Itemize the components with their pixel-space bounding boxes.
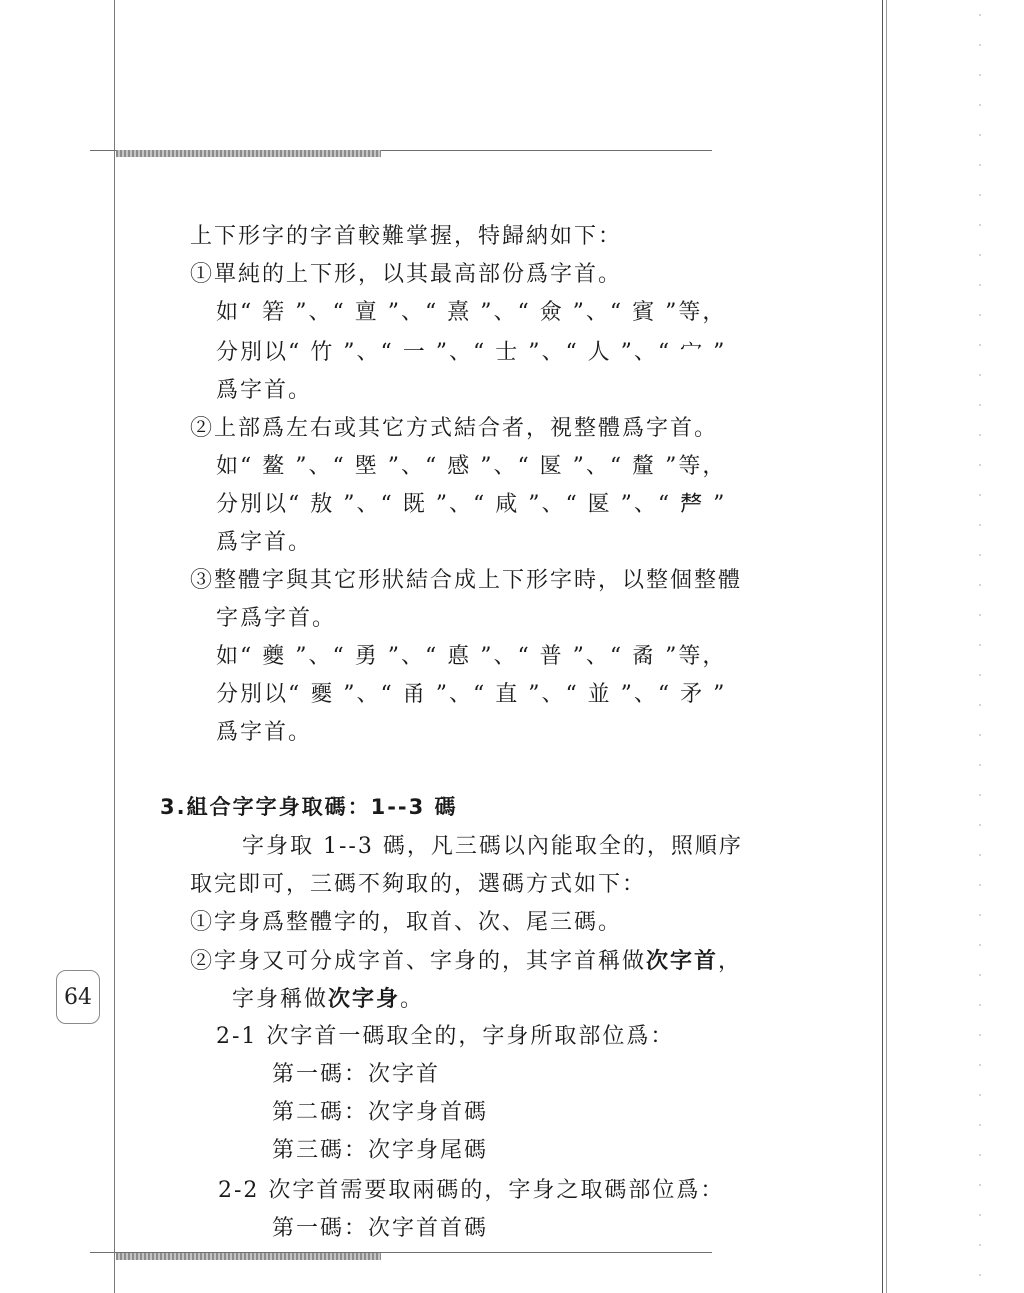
item2-line1 [190,946,742,977]
header-bar [116,150,381,157]
item1: ①字身爲整體字的，取首、次、尾三碼。 [190,910,623,935]
rule3-line: 如“ 夔 ”、“ 勇 ”、“ 悳 ”、“ 普 ”、“ 矞 ”等， [216,644,727,669]
footer-bar [116,1253,381,1260]
code-line: 第一碼：次字首 [272,1062,441,1087]
right-margin-rule [882,0,883,1293]
intro-text: 上下形字的字首較難掌握，特歸納如下： [190,224,623,249]
item2-text: ②字身又可分成字首、字身的，其字首稱做 [190,949,647,974]
section-paragraph-cont: 取完即可，三碼不夠取的，選碼方式如下： [190,872,647,897]
item2-text: 字身稱做 [232,987,329,1012]
term-sub-head: 次字首 [646,948,719,974]
subsection-2-1-title: 2-1 次字首一碼取全的，字身所取部位爲： [216,1024,675,1049]
rule2-line: 分別以“ 敖 ”、“ 既 ”、“ 咸 ”、“ 匽 ”、“ 𠩺 ” [216,492,727,517]
rule3-line: 爲字首。 [216,720,313,745]
scan-edge-dots [960,0,1000,1293]
subsection-2-2-title: 2-2 次字首需要取兩碼的，字身之取碼部位爲： [218,1178,725,1203]
rule3-title: ③整體字與其它形狀結合成上下形字時，以整個整體 [190,568,743,593]
code-line: 第一碼：次字首首碼 [272,1216,489,1241]
right-margin-rule-inner [886,0,887,1293]
term-sub-body: 次字身 [328,986,401,1012]
item2-line2 [232,984,424,1015]
code-line: 第二碼：次字身首碼 [272,1100,489,1125]
rule1-line: 爲字首。 [216,378,313,403]
rule2-title: ②上部爲左右或其它方式結合者，視整體爲字首。 [190,416,719,441]
rule3-title-cont: 字爲字首。 [216,606,337,631]
rule3-line: 分別以“ 夒 ”、“ 甬 ”、“ 直 ”、“ 並 ”、“ 矛 ” [216,682,727,707]
page-number: 64 [56,970,100,1024]
item2-punct: 。 [400,987,425,1012]
rule2-line: 如“ 鳌 ”、“ 塈 ”、“ 感 ”、“ 匽 ”、“ 釐 ”等， [216,454,727,479]
item2-punct: ， [718,949,743,974]
rule2-line: 爲字首。 [216,530,313,555]
rule1-line: 如“ 箬 ”、“ 亶 ”、“ 熹 ”、“ 僉 ”、“ 賓 ”等， [216,300,727,325]
rule1-line: 分別以“ 竹 ”、“ 一 ”、“ 士 ”、“ 人 ”、“ 宀 ” [216,340,727,365]
section-paragraph: 字身取 1--3 碼，凡三碼以內能取全的，照順序 [242,834,743,859]
left-margin-rule [114,0,115,1293]
section-heading: 3.組合字字身取碼：1--3 碼 [160,795,458,819]
code-line: 第三碼：次字身尾碼 [272,1138,489,1163]
rule1-title: ①單純的上下形，以其最高部份爲字首。 [190,262,623,287]
